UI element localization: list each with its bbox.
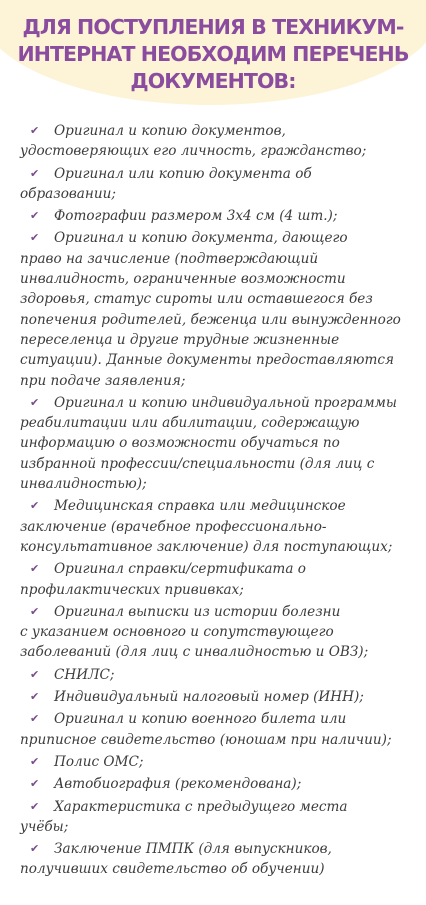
document-line-text: попечения родителей, беженца или вынужденного	[20, 311, 401, 328]
checkmark-icon: ✔	[30, 712, 40, 726]
document-line-text: образовании;	[20, 185, 116, 202]
document-item	[20, 687, 420, 707]
document-line-text: Оригинал выписки из истории болезни	[54, 603, 341, 620]
document-item-text	[20, 206, 420, 226]
document-item-text	[20, 474, 420, 494]
document-line-text: получивших свидетельство об обучении)	[20, 861, 325, 878]
document-item-text	[20, 752, 420, 772]
document-item-text	[20, 559, 420, 579]
document-item	[20, 164, 420, 205]
document-item	[20, 559, 420, 600]
document-line-text: инвалидность, ограниченные возможности	[20, 271, 346, 288]
document-item-text	[20, 580, 420, 600]
document-item	[20, 496, 420, 557]
document-line-text: избранной профессии/специальности (для лиц с	[20, 455, 375, 472]
document-line-text: Полис ОМС;	[54, 753, 144, 770]
title-line: ДЛЯ ПОСТУПЛЕНИЯ В ТЕХНИКУМ-	[22, 15, 404, 39]
document-line-text: приписное свидетельство (юношам при наличии);	[20, 731, 392, 748]
document-line-text: заболеваний (для лиц с инвалидностью и ОВЗ);	[20, 644, 369, 661]
document-item-text	[20, 665, 420, 685]
document-line-text: консультативное заключение) для поступающих;	[20, 538, 393, 555]
title-line: ИНТЕРНАТ НЕОБХОДИМ ПЕРЕЧЕНЬ	[17, 42, 409, 66]
document-item	[20, 797, 420, 838]
document-item-text	[20, 709, 420, 729]
document-item	[20, 121, 420, 162]
checkmark-icon: ✔	[30, 799, 40, 813]
checkmark-icon: ✔	[30, 777, 40, 791]
document-item-text	[20, 454, 420, 474]
document-item-text	[20, 496, 420, 516]
checkmark-icon: ✔	[30, 562, 40, 576]
page-title	[0, 14, 426, 95]
document-line-text: здоровья, статус сироты или оставшегося без	[20, 291, 373, 308]
document-line-text: учёбы;	[20, 818, 69, 835]
document-item-text	[20, 730, 420, 750]
document-line-text: информацию о возможности обучаться по	[20, 435, 340, 452]
document-item-text	[20, 350, 420, 370]
document-line-text: Оригинал и копию индивидуальной программы	[54, 394, 397, 411]
document-line-text: реабилитации или абилитации, содержащую	[20, 415, 360, 432]
checkmark-icon: ✔	[30, 842, 40, 856]
document-item-text	[20, 371, 420, 391]
document-line-text: Заключение ПМПК (для выпускников,	[54, 841, 332, 858]
document-item-text	[20, 642, 420, 662]
document-item-text	[20, 537, 420, 557]
checkmark-icon: ✔	[30, 754, 40, 768]
checkmark-icon: ✔	[30, 690, 40, 704]
document-line-text: переселенца и другие трудные жизненные	[20, 331, 340, 348]
document-line-text: инвалидностью);	[20, 476, 147, 493]
document-item-text	[20, 622, 420, 642]
checkmark-icon: ✔	[30, 231, 40, 245]
document-item-text	[20, 184, 420, 204]
document-item	[20, 602, 420, 663]
document-item	[20, 839, 420, 880]
document-item-text	[20, 228, 420, 248]
document-item-text	[20, 602, 420, 622]
checkmark-icon: ✔	[30, 604, 40, 618]
document-item-text	[20, 393, 420, 413]
document-line-text: удостоверяющих его личность, гражданство;	[20, 143, 367, 160]
document-item-text	[20, 687, 420, 707]
document-line-text: Оригинал или копию документа об	[54, 165, 312, 182]
documents-list	[0, 121, 420, 882]
document-line-text: ситуации). Данные документы предоставляются	[20, 352, 394, 369]
document-line-text: Оригинал и копию документа, дающего	[54, 230, 348, 247]
checkmark-icon: ✔	[30, 209, 40, 223]
document-item-text	[20, 817, 420, 837]
document-item-text	[20, 249, 420, 269]
checkmark-icon: ✔	[30, 395, 40, 409]
document-item-text	[20, 839, 420, 859]
checkmark-icon: ✔	[30, 667, 40, 681]
document-line-text: Медицинская справка или медицинское	[54, 498, 346, 515]
document-line-text: Оригинал и копию военного билета или	[54, 711, 347, 728]
document-item-text	[20, 433, 420, 453]
document-line-text: Индивидуальный налоговый номер (ИНН);	[54, 689, 364, 706]
document-item-text	[20, 310, 420, 330]
document-line-text: при подаче заявления;	[20, 372, 186, 389]
document-item	[20, 709, 420, 750]
document-item-text	[20, 330, 420, 350]
document-item-text	[20, 517, 420, 537]
document-line-text: право на зачисление (подтверждающий	[20, 250, 319, 267]
title-line: ДОКУМЕНТОВ:	[130, 69, 296, 93]
document-line-text: Оригинал и копию документов,	[54, 123, 286, 139]
document-line-text: Фотографии размером 3х4 см (4 шт.);	[54, 208, 338, 225]
document-item	[20, 228, 420, 390]
document-item-text	[20, 413, 420, 433]
checkmark-icon: ✔	[30, 499, 40, 513]
document-item-text	[20, 774, 420, 794]
document-item-text	[20, 141, 420, 161]
document-line-text: СНИЛС;	[54, 666, 115, 683]
document-line-text: заключение (врачебное профессионально-	[20, 518, 327, 535]
checkmark-icon: ✔	[30, 124, 40, 137]
document-item	[20, 393, 420, 494]
document-item	[20, 665, 420, 685]
document-line-text: профилактических прививках;	[20, 581, 244, 598]
document-item	[20, 774, 420, 794]
document-item	[20, 206, 420, 226]
document-line-text: Оригинал справки/сертификата о	[54, 561, 306, 578]
document-item-text	[20, 797, 420, 817]
document-item-text	[20, 269, 420, 289]
document-item-text	[20, 121, 420, 141]
document-line-text: Характеристика с предыдущего места	[54, 798, 348, 815]
checkmark-icon: ✔	[30, 166, 40, 180]
document-item-text	[20, 859, 420, 879]
document-item-text	[20, 289, 420, 309]
document-line-text: Автобиография (рекомендована);	[54, 776, 302, 793]
document-line-text: с указанием основного и сопутствующего	[20, 624, 334, 641]
document-item-text	[20, 164, 420, 184]
document-item	[20, 752, 420, 772]
